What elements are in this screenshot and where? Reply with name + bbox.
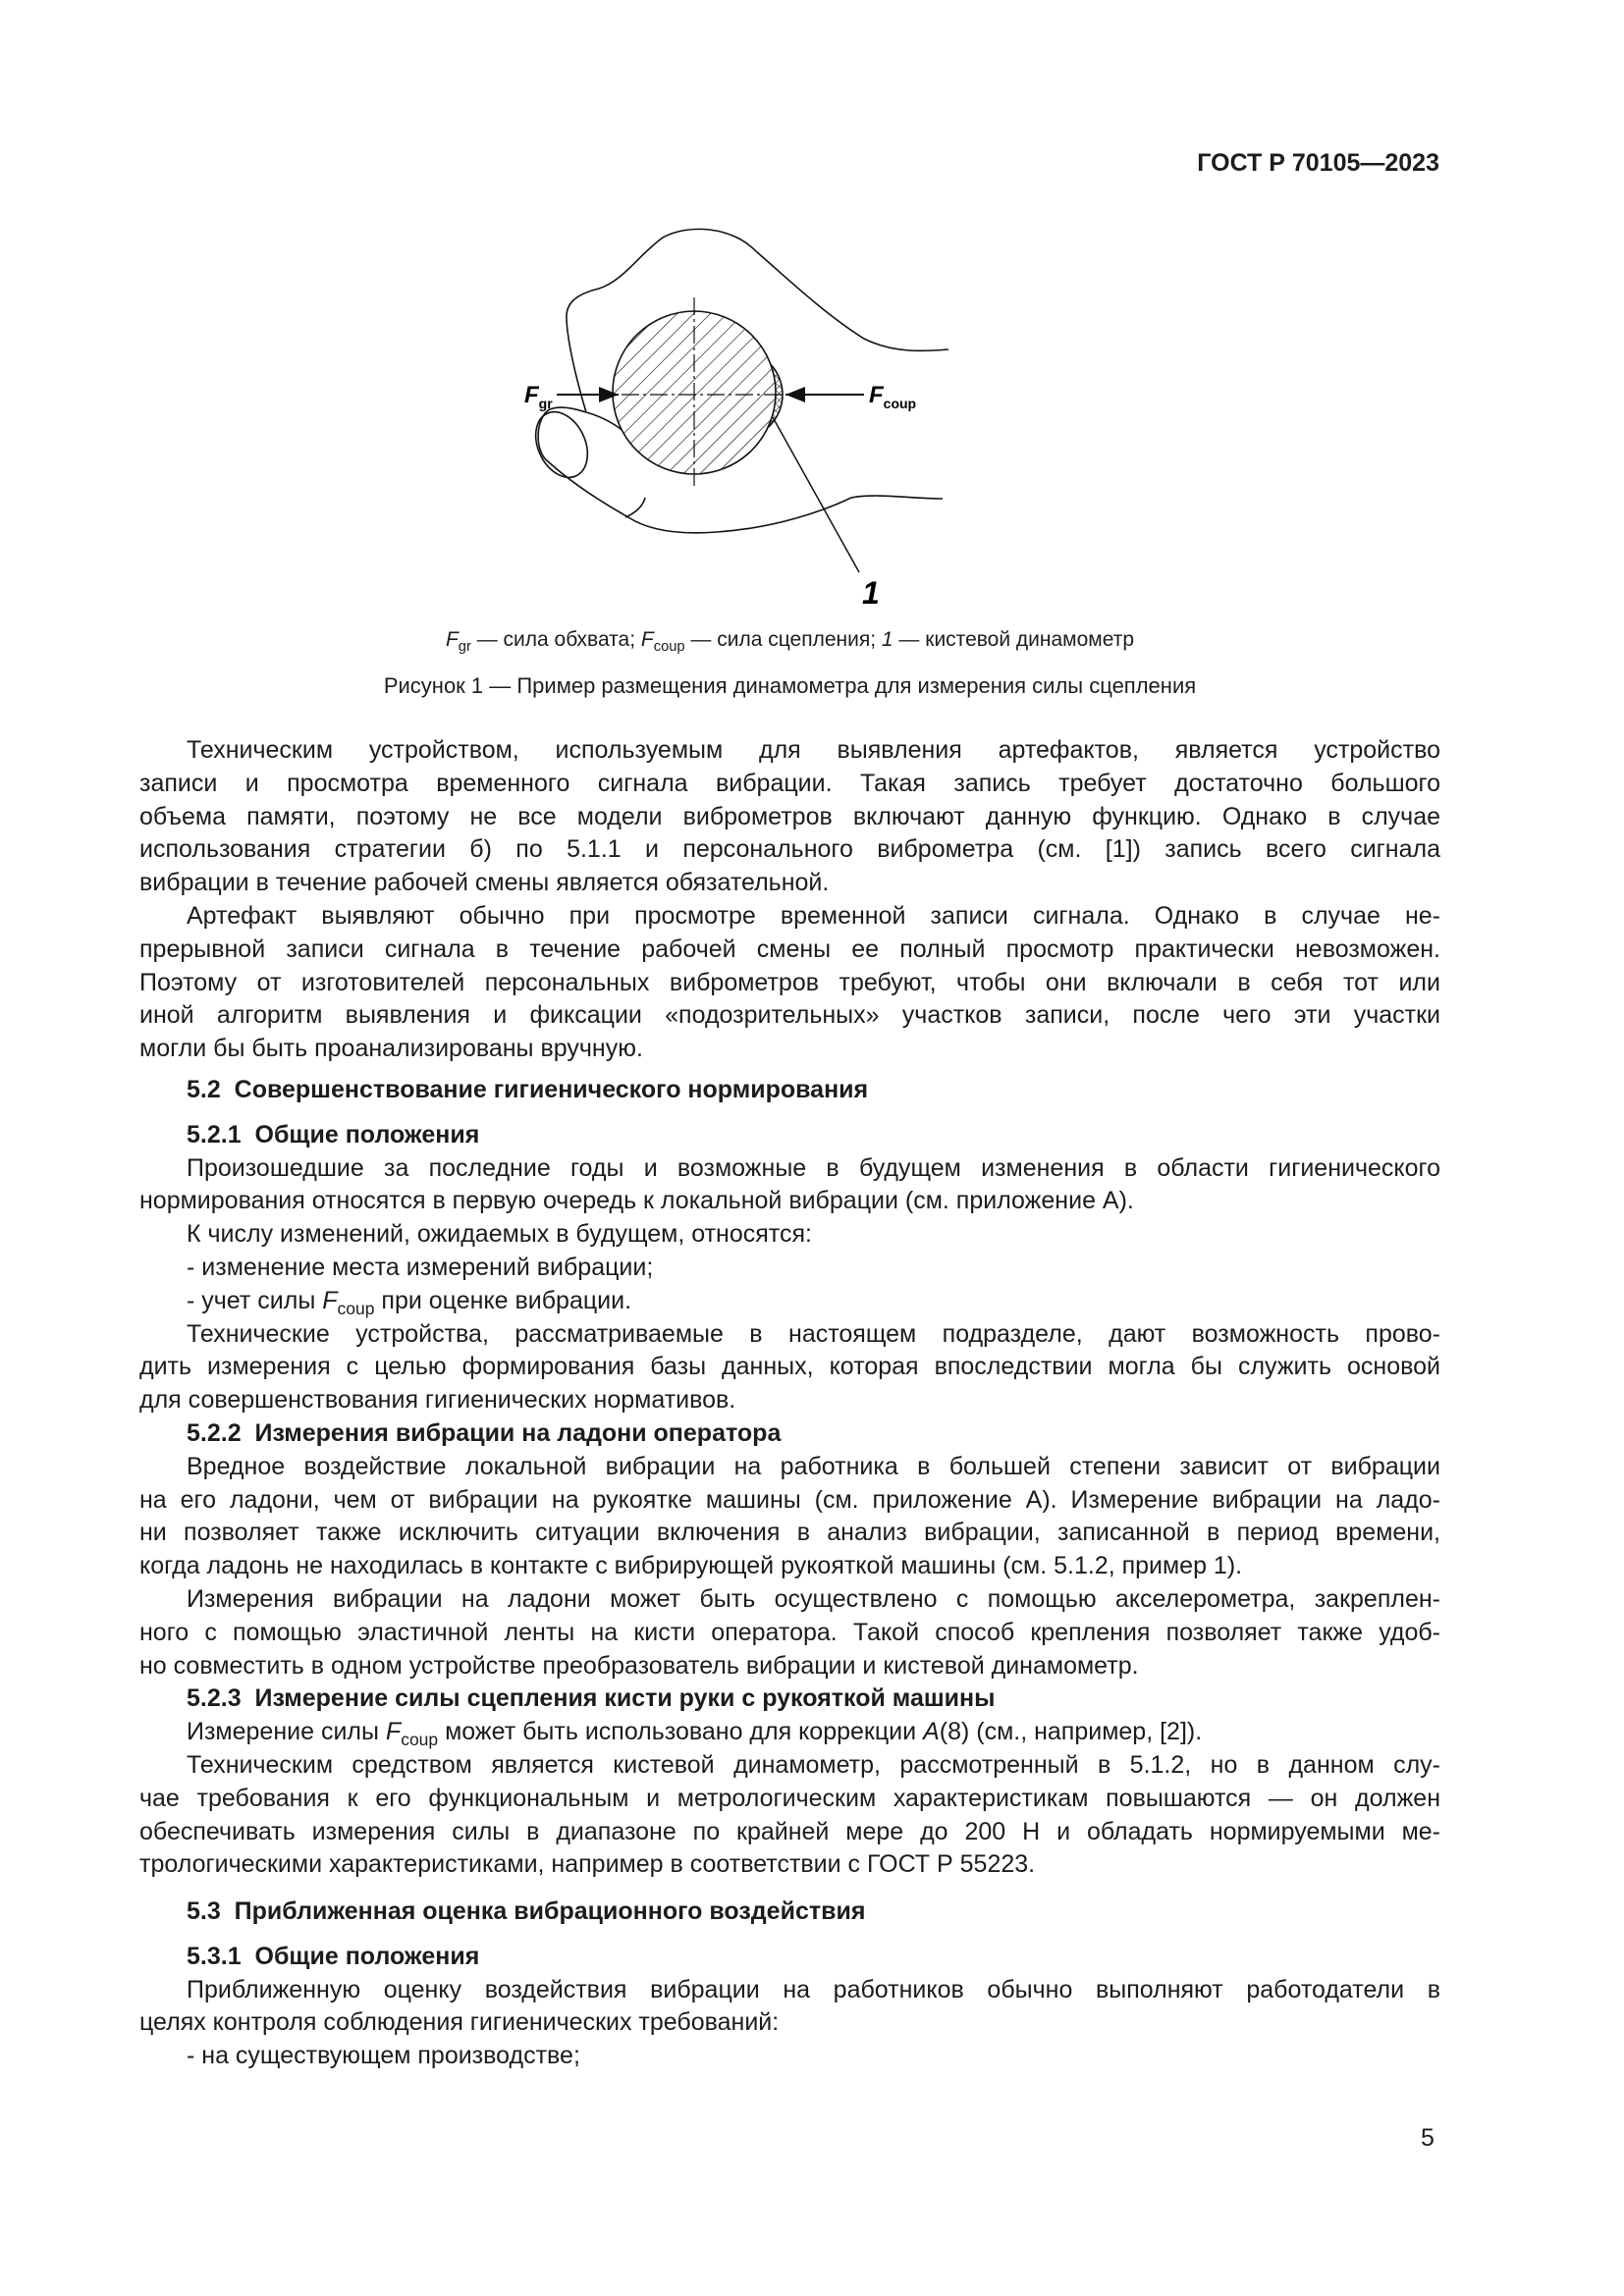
- text-line: целях контроля соблюдения гигиенических требований:: [139, 2008, 780, 2037]
- text-segment: (8) (см., например, [2]).: [939, 1718, 1203, 1746]
- text-line: Приближенную оценку воздействия вибрации на работников обычно выполняют работодатели в: [187, 1975, 1440, 2003]
- text-line: Вредное воздействие локальной вибрации на работника в большей степени зависит от вибрации: [187, 1452, 1440, 1480]
- text-line: объема памяти, поэтому не все модели виброметров включают данную функцию. Однако в случае: [139, 802, 1440, 830]
- text-line: [139, 1285, 1440, 1318]
- text-line: для совершенствования гигиенических нормативов.: [139, 1386, 736, 1415]
- text-line: Технические устройства, рассматриваемые в настоящем подразделе, дают возможность прово-: [187, 1319, 1440, 1348]
- text-line: - изменение места измерений вибрации;: [187, 1253, 654, 1281]
- symbol: A: [923, 1718, 940, 1746]
- legend-fcoup-text: — сила сцепления;: [684, 628, 882, 651]
- legend-fgr-sub: gr: [458, 639, 471, 656]
- subsection-heading: 5.2.1 Общие положения: [187, 1120, 480, 1148]
- paragraph: [139, 1318, 1440, 1417]
- text-line: чае требования к его функциональным и метрологическим характеристикам повышаются — он должен: [139, 1784, 1440, 1812]
- text-line: трологическими характеристиками, например в соответствии с ГОСТ Р 55223.: [139, 1850, 1036, 1879]
- text-line: Измерения вибрации на ладони может быть осуществлено с помощью акселерометра, закреплен-: [187, 1584, 1440, 1613]
- subscript: coup: [401, 1730, 439, 1750]
- legend-fcoup-sub: coup: [653, 639, 685, 656]
- subsection-heading: 5.3.1 Общие положения: [187, 1942, 480, 1970]
- fgr-label: $F_{gr}$: [524, 382, 553, 411]
- symbol: F: [322, 1286, 338, 1314]
- legend-fgr-symbol: F: [445, 628, 459, 651]
- section-heading: 5.3 Приближенная оценка вибрационного воздействия: [187, 1897, 866, 1926]
- text-line: Произошедшие за последние годы и возможные в будущем изменения в области гигиенического: [187, 1153, 1440, 1182]
- paragraph: [139, 1974, 1440, 2041]
- text-line: на его ладони, чем от вибрации на рукоятке машины (см. приложение А). Измерение вибрации на ладо-: [139, 1485, 1440, 1514]
- legend-fgr-text: — сила обхвата;: [470, 628, 641, 651]
- text-segment: при оценке вибрации.: [374, 1286, 632, 1314]
- callout-number: 1: [862, 575, 880, 609]
- text-line: но совместить в одном устройстве преобразователь вибрации и кистевой динамометр.: [139, 1651, 1139, 1680]
- document-body: [139, 734, 1440, 2073]
- subsection-heading: 5.2.3 Измерение силы сцепления кисти руки с рукояткой машины: [187, 1684, 996, 1713]
- text-line: [139, 1716, 1440, 1749]
- text-line: Техническим средством является кистевой динамометр, рассмотренный в 5.1.2, но в данном слу-: [187, 1750, 1440, 1779]
- section-heading: 5.2 Совершенствование гигиенического нормирования: [187, 1075, 869, 1103]
- text-line: записи и просмотра временного сигнала вибрации. Такая запись требует достаточно большого: [139, 769, 1440, 797]
- legend-one: 1: [881, 628, 893, 651]
- paragraph: [139, 1285, 1440, 1318]
- text-segment: может быть использовано для коррекции: [438, 1718, 924, 1746]
- paragraph: [139, 734, 1440, 900]
- symbol: F: [385, 1718, 402, 1746]
- paragraph: [139, 1252, 1440, 1285]
- text-line: обеспечивать измерения силы в диапазоне по крайней мере до 200 Н и обладать нормируемыми ме-: [139, 1817, 1440, 1845]
- paragraph: [139, 1152, 1440, 1219]
- page-number: 5: [1421, 2124, 1435, 2152]
- text-line: - на существующем производстве;: [187, 2042, 580, 2070]
- text-line: Техническим устройством, используемым для выявления артефактов, является устройство: [187, 736, 1440, 764]
- figure-dynamometer-hand: [491, 216, 1080, 609]
- text-line: дить измерения с целью формирования базы данных, которая впоследствии могла бы служить основой: [139, 1353, 1440, 1381]
- text-line: ного с помощью эластичной ленты на кисти оператора. Такой способ крепления позволяет также удоб-: [139, 1618, 1440, 1646]
- paragraph: [139, 900, 1440, 1066]
- paragraph: [139, 1218, 1440, 1252]
- fcoup-label: $F_{coup}$: [869, 382, 917, 411]
- text-line: нормирования относятся в первую очередь к локальной вибрации (см. приложение А).: [139, 1187, 1134, 1215]
- paragraph: [139, 2040, 1440, 2073]
- callout-leader: [773, 417, 859, 572]
- text-segment: Измерение силы: [187, 1718, 386, 1746]
- text-line: ни позволяет также исключить ситуации включения в анализ вибрации, записанной в период времени,: [139, 1519, 1440, 1547]
- paragraph: [139, 1583, 1440, 1682]
- subsection-heading: 5.2.2 Измерения вибрации на ладони оператора: [187, 1418, 782, 1447]
- text-segment: - учет силы: [187, 1286, 323, 1314]
- text-line: иной алгоритм выявления и фиксации «подозрительных» участков записи, после чего эти участки: [139, 1001, 1440, 1030]
- text-line: Артефакт выявляют обычно при просмотре временной записи сигнала. Однако в случае не-: [187, 901, 1440, 930]
- legend-one-text: — кистевой динамометр: [893, 628, 1135, 651]
- text-line: могли бы быть проанализированы вручную.: [139, 1035, 643, 1063]
- paragraph: [139, 1749, 1440, 1882]
- figure-title: Рисунок 1 — Пример размещения динамометра для измерения силы сцепления: [383, 673, 1197, 698]
- subscript: coup: [337, 1298, 375, 1318]
- text-line: использования стратегии б) по 5.1.1 и персонального виброметра (см. [1]) запись всего сигнала: [139, 835, 1440, 864]
- paragraph: [139, 1716, 1440, 1749]
- text-line: прерывной записи сигнала в течение рабочей смены ее полный просмотр практически невозможен.: [139, 934, 1440, 963]
- legend-fcoup-symbol: F: [640, 628, 654, 651]
- figure-legend: [139, 628, 1440, 656]
- text-line: вибрации в течение рабочей смены является обязательной.: [139, 869, 830, 897]
- paragraph: [139, 1451, 1440, 1583]
- text-line: когда ладонь не находилась в контакте с вибрирующей рукояткой машины (см. 5.1.2, пример 1).: [139, 1552, 1243, 1580]
- text-line: К числу изменений, ожидаемых в будущем, относятся:: [187, 1220, 812, 1249]
- document-header-id: ГОСТ Р 70105—2023: [1197, 149, 1439, 177]
- text-line: Поэтому от изготовителей персональных виброметров требуют, чтобы они включали в себя тот или: [139, 968, 1440, 996]
